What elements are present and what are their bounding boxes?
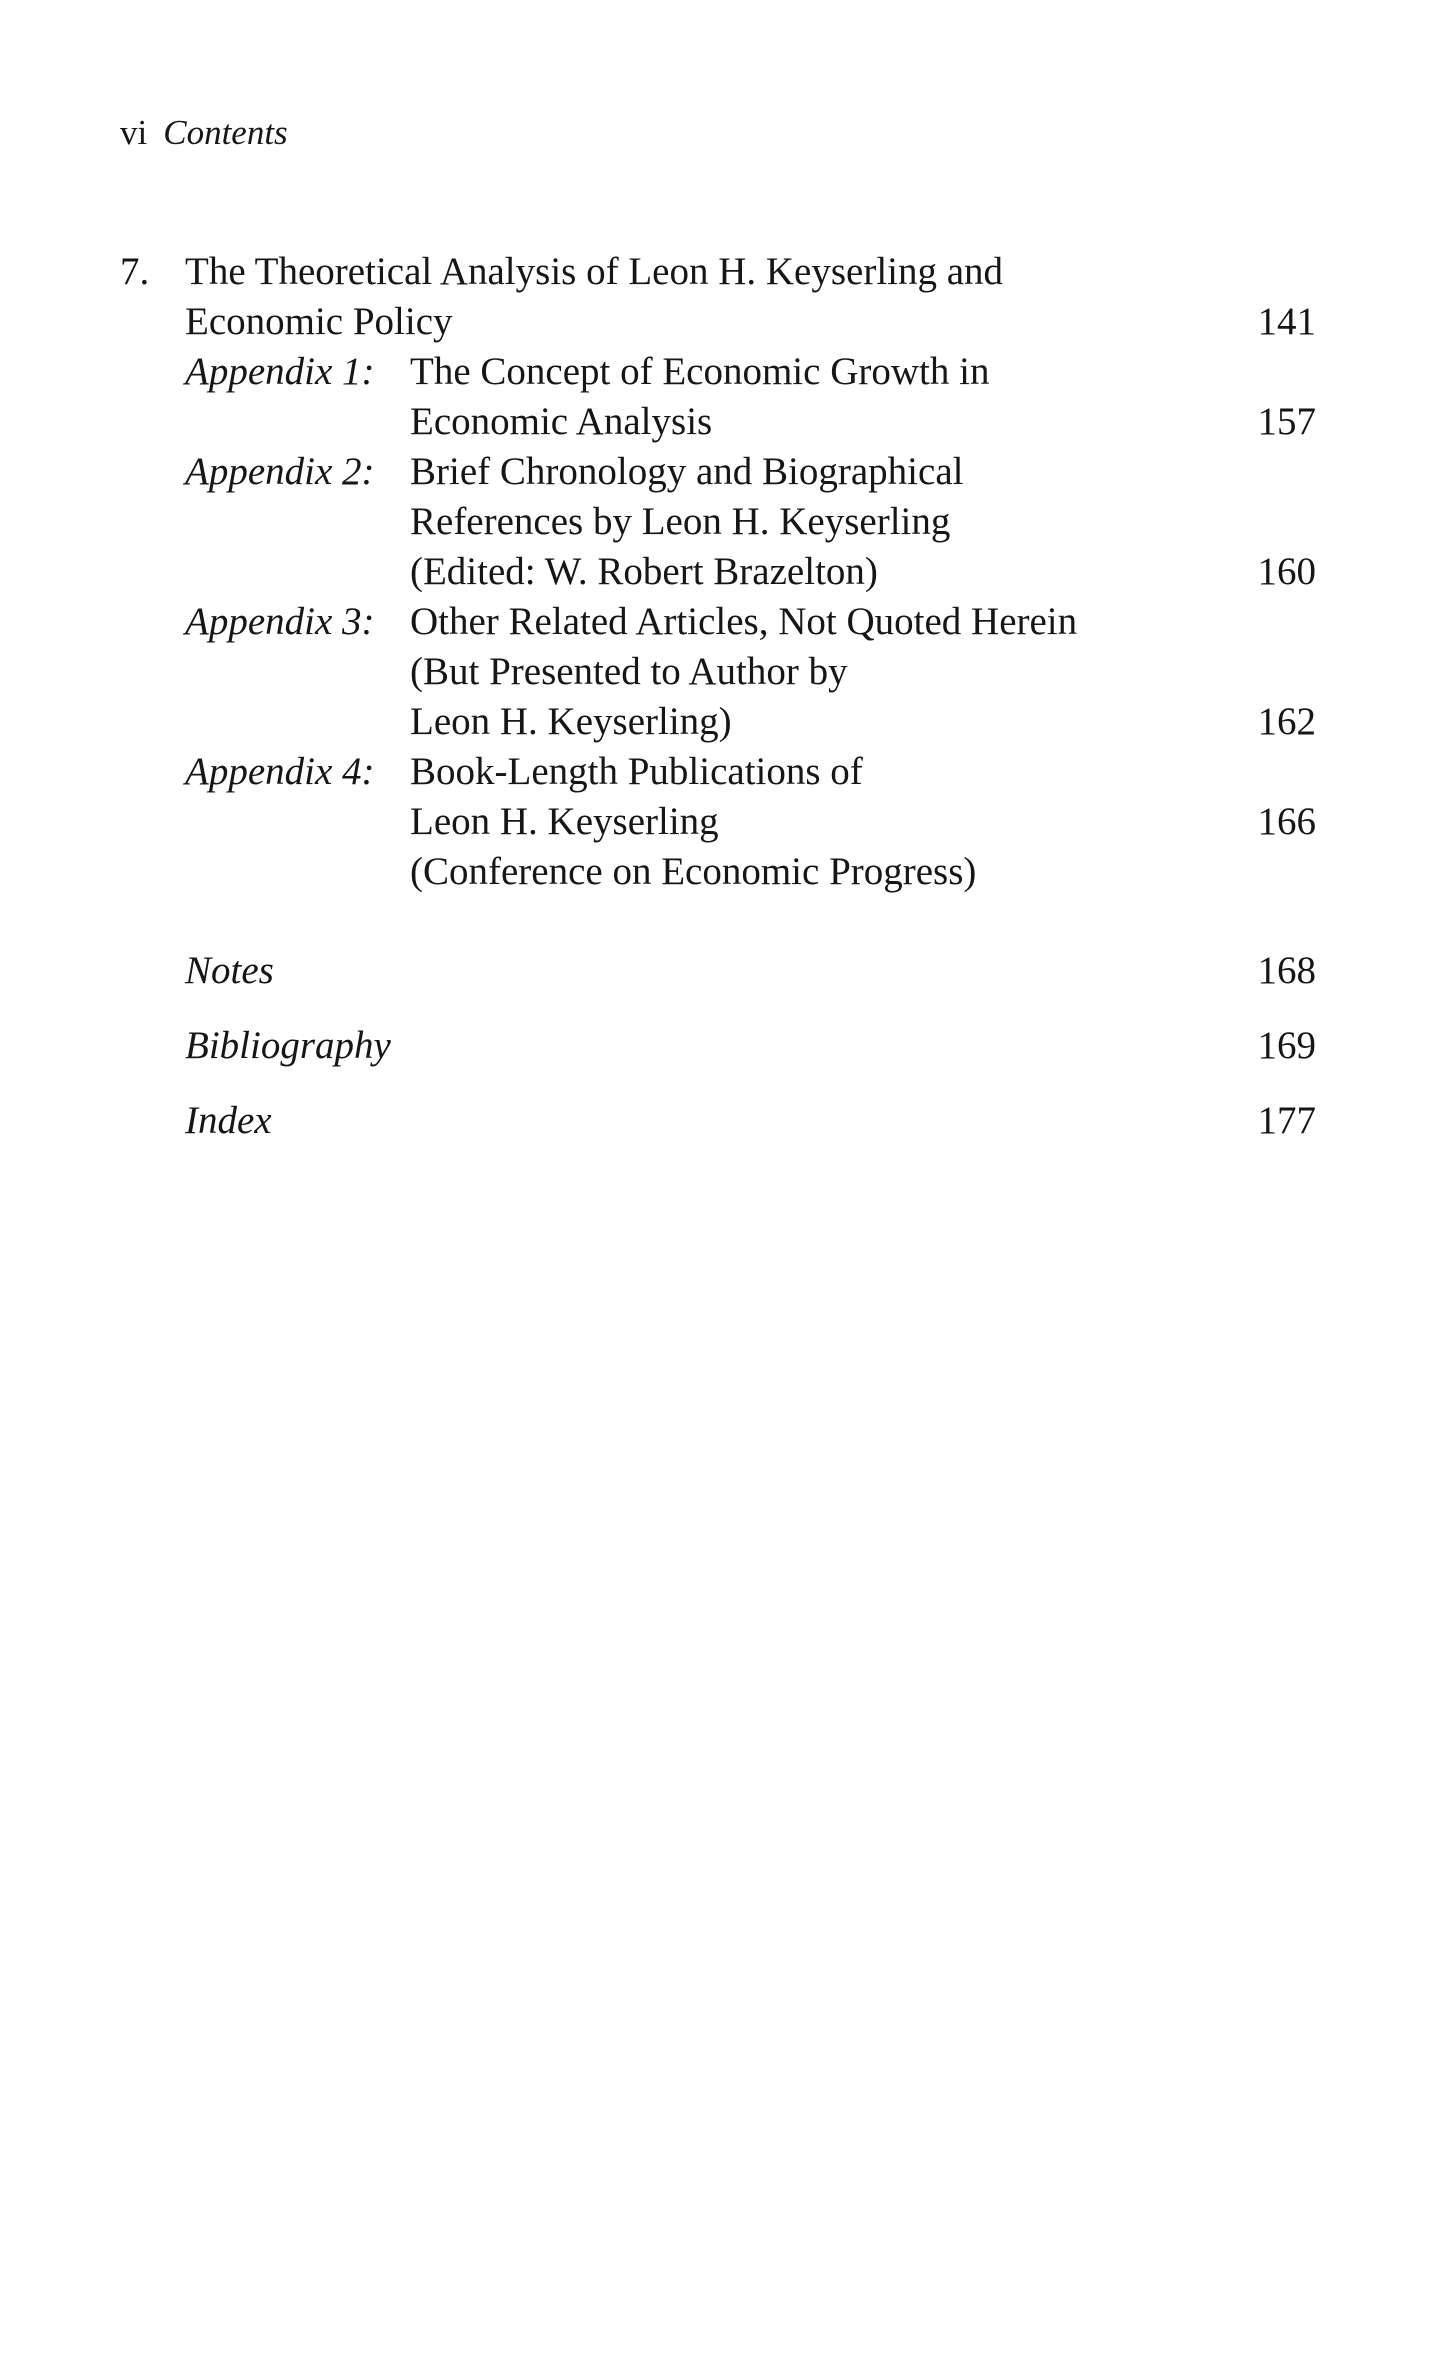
index-entry: Index [185, 1099, 272, 1142]
appendix-page-number: 166 [1257, 800, 1316, 843]
appendix-title-line: Economic Analysis [410, 400, 713, 443]
appendix-title-line: References by Leon H. Keyserling [410, 500, 951, 543]
appendix-page-number: 160 [1257, 550, 1316, 593]
bibliography-page-number: 169 [1257, 1024, 1316, 1067]
appendix-title-line: The Concept of Economic Growth in [410, 350, 990, 393]
appendix-title-line: Leon H. Keyserling) [410, 700, 732, 743]
chapter-number: 7. [120, 250, 150, 293]
chapter-title-line: The Theoretical Analysis of Leon H. Keyserling and [185, 250, 1004, 293]
appendix-title-line: Brief Chronology and Biographical [410, 450, 964, 493]
appendix-title-line: Leon H. Keyserling [410, 800, 719, 843]
appendix-title-line: (But Presented to Author by [410, 650, 848, 693]
appendix-label: Appendix 1: [185, 350, 375, 393]
appendix-title-line: Book-Length Publications of [410, 750, 863, 793]
notes-page-number: 168 [1257, 949, 1316, 992]
appendix-page-number: 157 [1257, 400, 1316, 443]
chapter-title-line: Economic Policy [185, 300, 453, 343]
appendix-label: Appendix 2: [185, 450, 375, 493]
index-page-number: 177 [1257, 1099, 1316, 1142]
appendix-title-line: Other Related Articles, Not Quoted Herein [410, 600, 1078, 643]
appendix-label: Appendix 4: [185, 750, 375, 793]
bibliography-entry: Bibliography [185, 1024, 391, 1067]
notes-entry: Notes [185, 949, 274, 992]
page-folio: vi [120, 113, 148, 152]
appendix-page-number: 162 [1257, 700, 1316, 743]
appendix-label: Appendix 3: [185, 600, 375, 643]
appendix-title-line: (Edited: W. Robert Brazelton) [410, 550, 878, 593]
chapter-page-number: 141 [1257, 300, 1316, 343]
appendix-title-line: (Conference on Economic Progress) [410, 850, 977, 893]
running-head-title: Contents [163, 113, 288, 152]
